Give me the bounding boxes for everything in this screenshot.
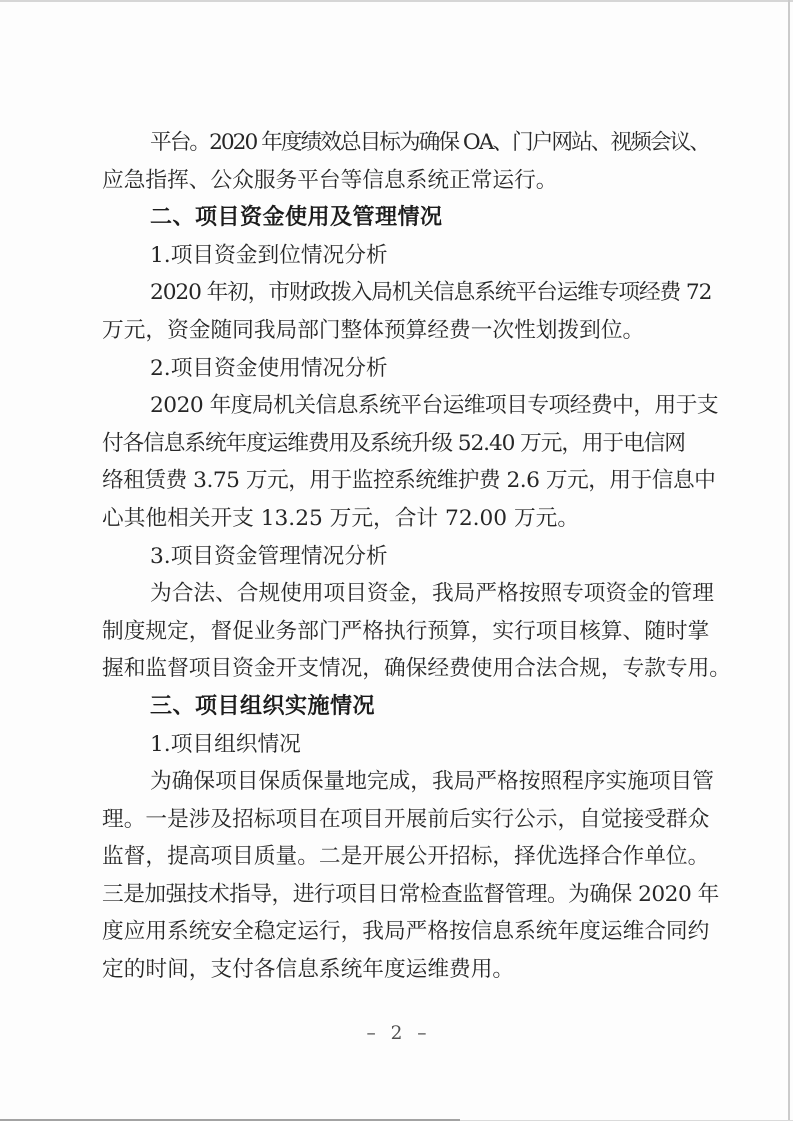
text-line: 2020 年度局机关信息系统平台运维项目专项经费中，用于支	[150, 393, 719, 419]
text-line: 握和监督项目资金开支情况，确保经费使用合法合规，专款专用。	[102, 656, 731, 682]
text-line: 平台。2020 年度绩效总目标为确保 OA、门户网站、视频会议、	[150, 130, 709, 155]
text-line: 万元，资金随同我局部门整体预算经费一次性划拨到位。	[102, 317, 645, 343]
text-line: 付各信息系统年度运维费用及系统升级 52.40 万元，用于电信网	[102, 430, 685, 456]
subsection-heading: 1.项目资金到位情况分析	[150, 242, 388, 268]
page-number: – 2 –	[366, 1023, 427, 1044]
scan-right-edge	[788, 0, 790, 1121]
subsection-heading: 1.项目组织情况	[150, 731, 301, 757]
subsection-heading: 3.项目资金管理情况分析	[150, 543, 388, 569]
text-line: 心其他相关开支 13.25 万元，合计 72.00 万元。	[102, 505, 580, 531]
text-line: 络租赁费 3.75 万元，用于监控系统维护费 2.6 万元，用于信息中	[102, 468, 716, 494]
section-heading: 三、项目组织实施情况	[150, 693, 376, 719]
text-line: 监督，提高项目质量。二是开展公开招标，择优选择合作单位。	[102, 844, 710, 870]
text-line: 应急指挥、公众服务平台等信息系统正常运行。	[102, 167, 558, 193]
text-line: 为合法、合规使用项目资金，我局严格按照专项资金的管理	[150, 581, 714, 607]
subsection-heading: 2.项目资金使用情况分析	[150, 355, 388, 381]
text-block	[102, 124, 747, 989]
text-line: 三是加强技术指导，进行项目日常检查监督管理。为确保 2020 年	[102, 881, 719, 907]
text-line: 制度规定，督促业务部门严格执行预算，实行项目核算、随时掌	[102, 618, 710, 644]
text-line: 度应用系统安全稳定运行，我局严格按信息系统年度运维合同约	[102, 919, 710, 945]
text-line: 定的时间，支付各信息系统年度运维费用。	[102, 957, 515, 983]
scan-top-edge	[0, 0, 793, 2]
text-line: 2020 年初，市财政拨入局机关信息系统平台运维专项经费 72	[150, 280, 712, 306]
text-line: 为确保项目保质保量地完成，我局严格按照程序实施项目管	[150, 769, 714, 795]
section-heading: 二、项目资金使用及管理情况	[150, 205, 443, 231]
text-line: 理。一是涉及招标项目在项目开展前后实行公示，自觉接受群众	[102, 806, 710, 832]
